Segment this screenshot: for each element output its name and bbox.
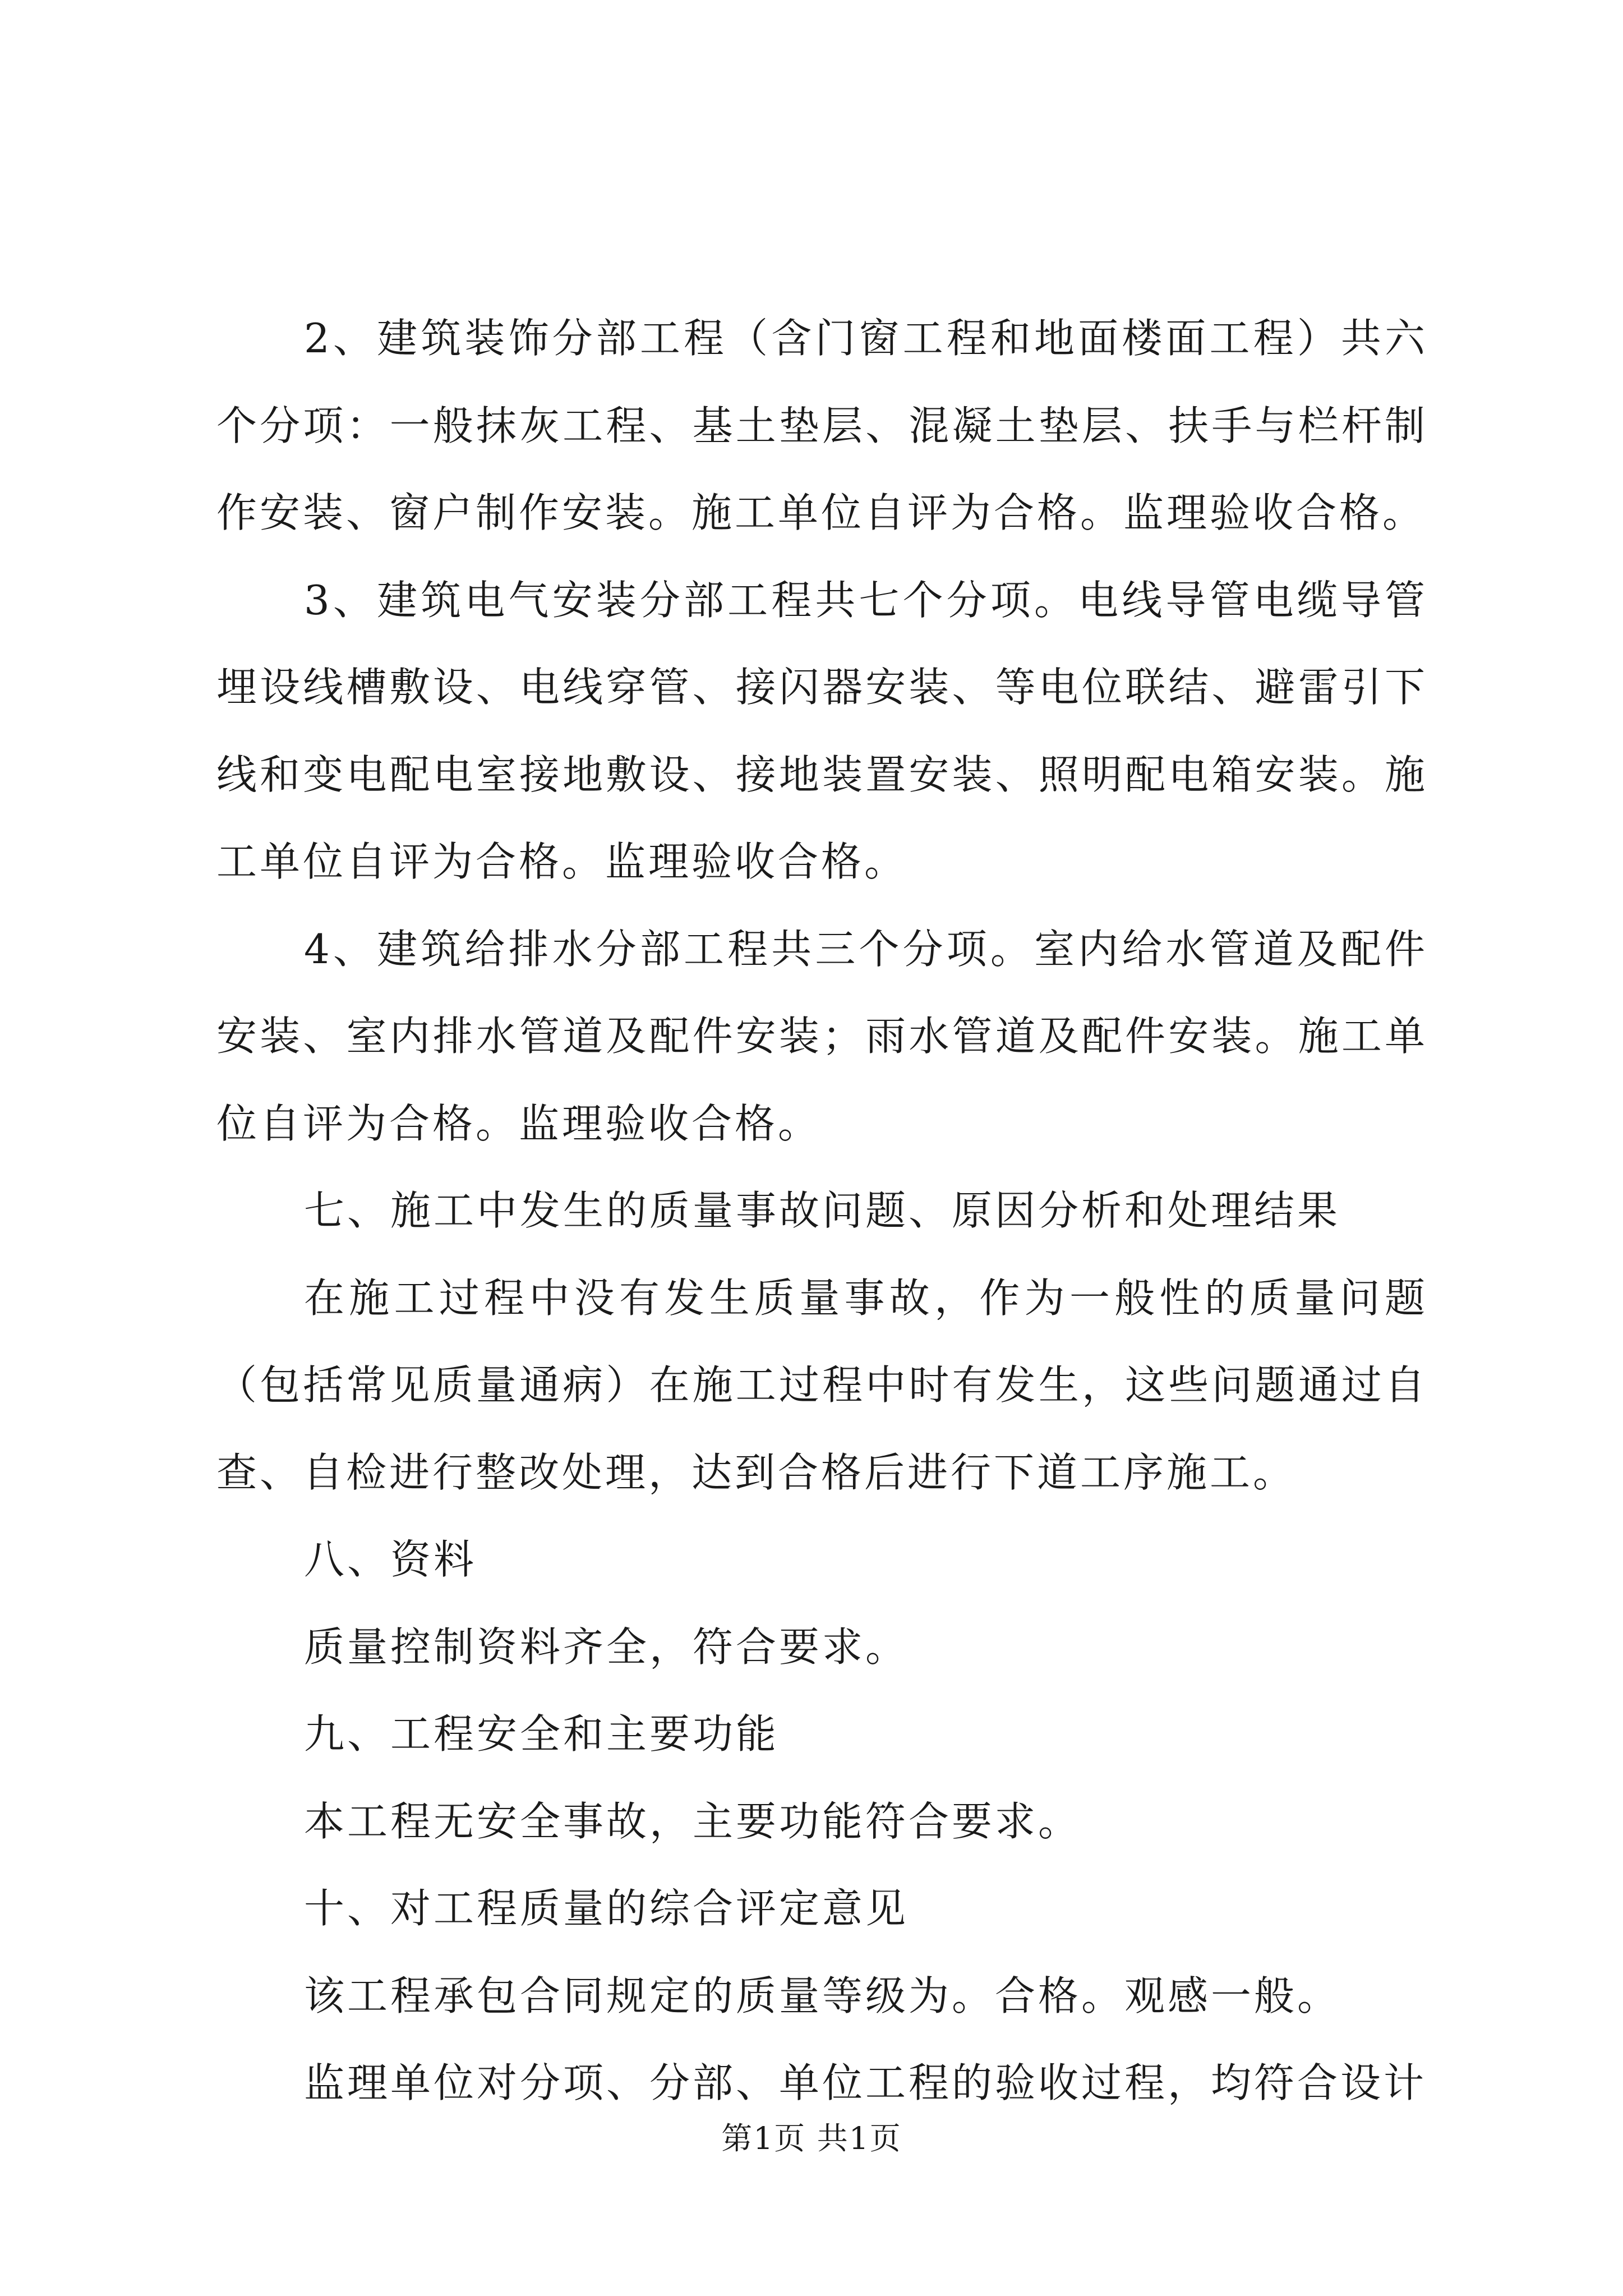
section-heading-documents: 八、资料	[304, 1536, 477, 1583]
page-number-footer: 第1页 共1页	[721, 2120, 902, 2156]
document-body	[216, 295, 1428, 2127]
paragraph-quality-accidents: 在施工过程中没有发生质量事故，作为一般性的质量问题（包括常见质量通病）在施工过程中时有发生，这些问题通过自查、自检进行整改处理，达到合格后进行下道工序施工。	[216, 1274, 1428, 1496]
paragraph-decoration-subsection: 2、建筑装饰分部工程（含门窗工程和地面楼面工程）共六个分项：一般抹灰工程、基土垫层、混凝土垫层、扶手与栏杆制作安装、窗户制作安装。施工单位自评为合格。监理验收合格。	[216, 315, 1428, 536]
paragraph-plumbing-subsection: 4、建筑给排水分部工程共三个分项。室内给水管道及配件安装、室内排水管道及配件安装；雨水管道及配件安装。施工单位自评为合格。监理验收合格。	[216, 925, 1428, 1147]
section-heading-quality-accidents: 七、施工中发生的质量事故问题、原因分析和处理结果	[304, 1187, 1341, 1234]
paragraph-quality-grade: 该工程承包合同规定的质量等级为。合格。观感一般。	[304, 1972, 1341, 2019]
section-heading-safety-functions: 九、工程安全和主要功能	[304, 1710, 780, 1757]
paragraph-safety-functions: 本工程无安全事故，主要功能符合要求。	[304, 1797, 1082, 1845]
section-heading-overall-assessment: 十、对工程质量的综合评定意见	[304, 1885, 909, 1932]
paragraph-supervision-acceptance: 监理单位对分项、分部、单位工程的验收过程，均符合设计	[304, 2059, 1427, 2106]
paragraph-electrical-subsection: 3、建筑电气安装分部工程共七个分项。电线导管电缆导管埋设线槽敷设、电线穿管、接闪器安装、等电位联结、避雷引下线和变电配电室接地敷设、接地装置安装、照明配电箱安装。施工单位自评为合格。监理验收合格。	[216, 576, 1428, 885]
paragraph-documents: 质量控制资料齐全，符合要求。	[304, 1623, 909, 1671]
